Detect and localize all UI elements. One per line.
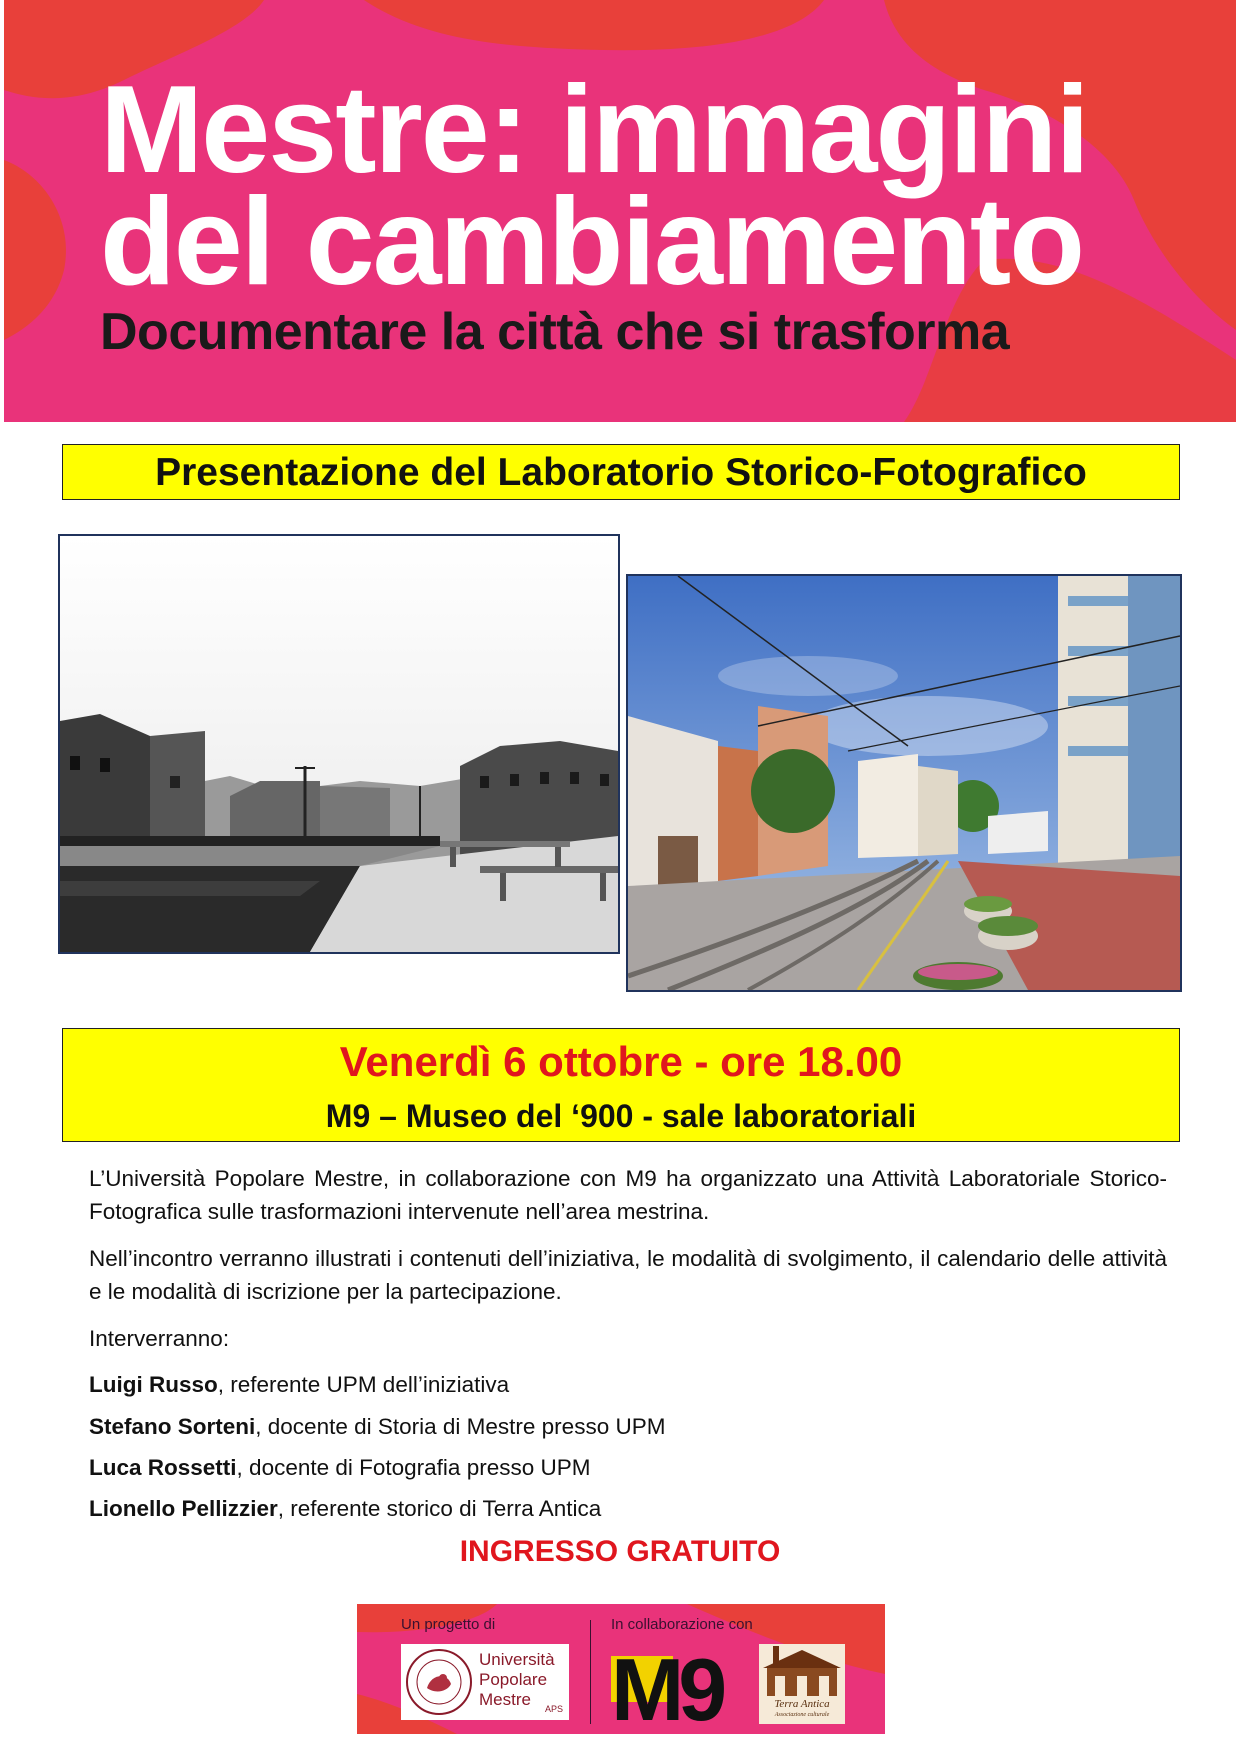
upm-name-line-2: Popolare: [479, 1670, 548, 1689]
speaker-item: [89, 1410, 665, 1443]
banner-title-line-2: del cambiamento: [100, 173, 1083, 311]
speaker-name: Stefano Sorteni: [89, 1414, 256, 1439]
speaker-name: Lionello Pellizzier: [89, 1496, 278, 1521]
lab-title-box: [62, 444, 1180, 500]
speaker-name: Luca Rossetti: [89, 1455, 237, 1480]
historic-photo-icon: [60, 536, 618, 952]
speaker-name: Luigi Russo: [89, 1372, 218, 1397]
upm-logo: [401, 1644, 569, 1720]
speaker-item: [89, 1368, 509, 1401]
intro-paragraph: L’Università Popolare Mestre, in collaborazione con M9 ha organizzato una Attività Laboratoriale Storico-Fotografica sulle trasformazioni intervenute nell’area mestrina.: [89, 1166, 1167, 1224]
speaker-role: , referente UPM dell’iniziativa: [217, 1372, 510, 1397]
speaker-role: , docente di Fotografia presso UPM: [236, 1455, 591, 1480]
terra-antica-building-icon: [759, 1644, 845, 1700]
terra-antica-logo: [759, 1644, 845, 1724]
upm-name: [479, 1650, 555, 1710]
speaker-item: [89, 1451, 590, 1484]
banner-title-line-1: Mestre: immagini: [100, 61, 1088, 199]
speaker-item: [89, 1492, 601, 1525]
contemporary-photo-icon: [628, 576, 1180, 990]
lab-title: Presentazione del Laboratorio Storico-Fotografico: [155, 451, 1087, 494]
banner-subtitle: Documentare la città che si trasforma: [100, 303, 1010, 361]
terra-antica-name: Terra Antica: [774, 1698, 830, 1710]
m9-logo-text: M9: [611, 1646, 722, 1724]
speaker-role: , docente di Storia di Mestre presso UPM: [255, 1414, 666, 1439]
upm-suffix: APS: [544, 1704, 563, 1714]
collaboration-label: In collaborazione con: [611, 1616, 753, 1633]
upm-seal-icon: [405, 1648, 473, 1716]
project-label: Un progetto di: [401, 1616, 496, 1633]
speaker-role: , referente storico di Terra Antica: [277, 1496, 602, 1521]
speakers-intro: Interverranno:: [89, 1326, 230, 1351]
m9-logo-icon: [611, 1646, 731, 1724]
footer-divider: [590, 1620, 591, 1724]
event-date-time: Venerdì 6 ottobre - ore 18.00: [339, 1038, 903, 1085]
footer-logo-band: [357, 1604, 885, 1734]
event-box: [62, 1028, 1180, 1142]
free-entry-notice: INGRESSO GRATUITO: [459, 1535, 781, 1568]
historic-photo: [58, 534, 620, 954]
header-banner: [4, 0, 1236, 422]
description-paragraph: Nell’incontro verranno illustrati i contenuti dell’iniziativa, le modalità di svolgimento, il calendario delle attività e le modalità di iscrizione per la partecipazione.: [89, 1246, 1167, 1304]
contemporary-photo: [626, 574, 1182, 992]
upm-name-line-3: Mestre: [479, 1690, 531, 1709]
upm-name-line-1: Università: [479, 1650, 555, 1669]
terra-antica-subtitle: Associazione culturale: [774, 1712, 830, 1718]
event-venue: M9 – Museo del ‘900 - sale laboratoriali: [325, 1098, 917, 1134]
